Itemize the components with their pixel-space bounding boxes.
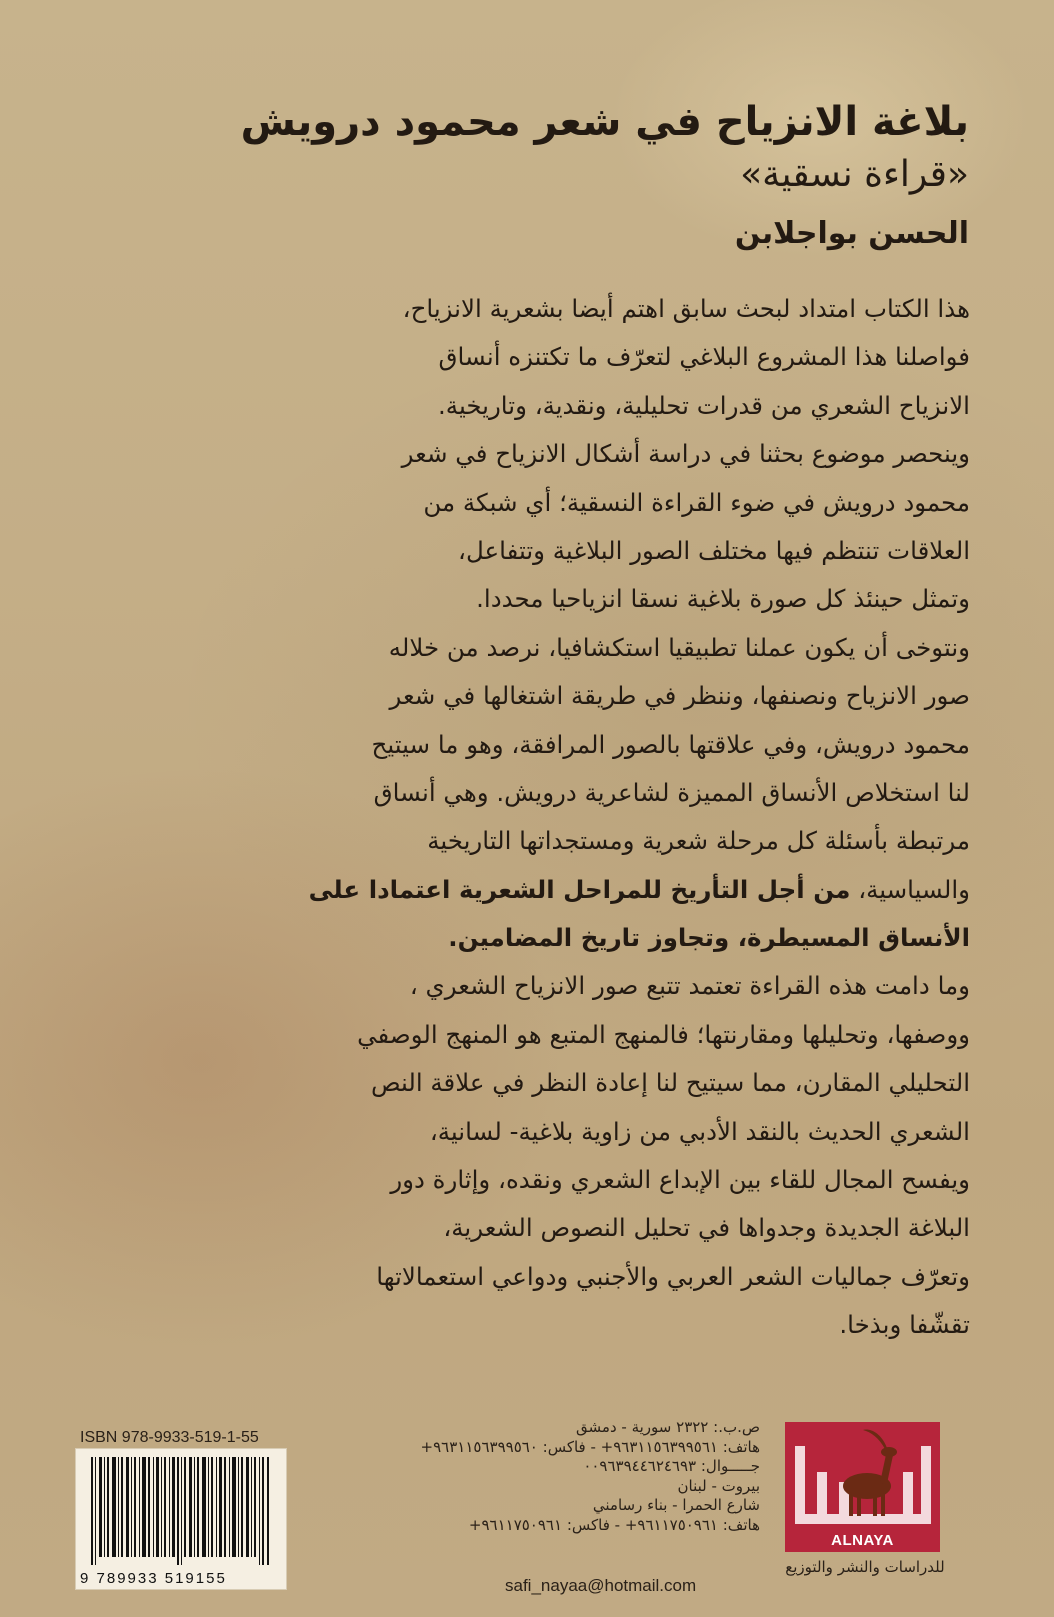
author-name: الحسن بواجلابن (734, 216, 969, 251)
address-line: بيروت - لبنان (677, 1476, 760, 1495)
address-line: هاتف: ٩٦٣١١٥٦٣٩٩٥٦١+ - فاكس: ٩٦٣١١٥٦٣٩٩٥٦٠+ (420, 1437, 760, 1456)
text-line: البلاغة الجديدة وجدواها في تحليل النصوص الشعرية، (443, 1213, 970, 1243)
publisher-address (380, 1418, 760, 1535)
text-line: ووصفها، وتحليلها ومقارنتها؛ فالمنهج المتبع هو المنهج الوصفي (357, 1019, 970, 1049)
text-line-bold: الأنساق المسيطرة، وتجاوز تاريخ المضامين. (448, 923, 970, 953)
text-line: العلاقات تنتظم فيها مختلف الصور البلاغية وتتفاعل، (458, 535, 970, 565)
text-line: لنا استخلاص الأنساق المميزة لشاعرية درويش. وهي أنساق (373, 777, 970, 807)
text-line: مرتبطة بأسئلة كل مرحلة شعرية ومستجداتها التاريخية (427, 826, 970, 856)
book-subtitle: «قراءة نسقية» (740, 154, 969, 195)
text-line: ويفسح المجال للقاء بين الإبداع الشعري ونقده، وإثارة دور (390, 1165, 970, 1195)
blurb-text (308, 285, 970, 1350)
address-line: شارع الحمرا - بناء رسامني (592, 1496, 760, 1514)
text-line: وينحصر موضوع بحثنا في دراسة أشكال الانزياح في شعر (401, 439, 970, 469)
text-line: تقشّفا وبذخا. (839, 1310, 970, 1340)
isbn-label: ISBN 978-9933-519-1-55 (80, 1429, 259, 1446)
text-plain: والسياسية، (850, 874, 970, 904)
text-line (308, 866, 970, 914)
text-line: هذا الكتاب امتداد لبحث سابق اهتم أيضا بشعرية الانزياح، (402, 294, 970, 323)
publisher-tagline: للدراسات والنشر والتوزيع (785, 1558, 945, 1576)
text-line: وتمثل حينئذ كل صورة بلاغية نسقا انزياحيا محددا. (476, 584, 970, 614)
address-line: هاتف: ٩٦١١٧٥٠٩٦١+ - فاكس: ٩٦١١٧٥٠٩٦١+ (468, 1515, 760, 1534)
text-line: الشعري الحديث بالنقد الأدبي من زاوية بلاغية- لسانية، (429, 1116, 970, 1146)
publisher-email: safi_nayaa@hotmail.com (505, 1576, 697, 1595)
text-bold: من أجل التأريخ للمراحل الشعرية اعتمادا على (308, 874, 851, 904)
publisher-logo (785, 1422, 940, 1552)
gazelle-logo-icon (785, 1422, 940, 1534)
paragraph-4 (340, 962, 970, 1349)
text-line: ونتوخى أن يكون عملنا تطبيقيا استكشافيا، نرصد من خلاله (388, 632, 970, 662)
text-line: محمود درويش، وفي علاقتها بالصور المرافقة، وهو ما سيتيح (371, 729, 970, 759)
text-line: محمود درويش في ضوء القراءة النسقية؛ أي شبكة من (423, 487, 970, 517)
address-line: ص.ب.: ٢٣٢٢ سورية - دمشق (576, 1418, 760, 1436)
text-line: الانزياح الشعري من قدرات تحليلية، ونقدية، وتاريخية. (438, 390, 970, 420)
text-line: صور الانزياح ونصنفها، وننظر في طريقة اشتغالها في شعر (389, 681, 970, 711)
barcode-digits: 9 789933 519155 (80, 1570, 227, 1587)
paragraph-2 (340, 430, 970, 624)
text-line: وتعرّف جماليات الشعر العربي والأجنبي ودواعي استعمالاتها (376, 1261, 970, 1291)
logo-text: ALNAYA (831, 1532, 894, 1549)
barcode (75, 1448, 287, 1590)
book-title: بلاغة الانزياح في شعر محمود درويش (240, 99, 969, 145)
paragraph-1 (340, 285, 970, 430)
address-line: جـــــوال: ٠٠٩٦٣٩٤٤٦٢٤٦٩٣ (583, 1457, 760, 1475)
text-line: وما دامت هذه القراءة تعتمد تتبع صور الانزياح الشعري ، (409, 971, 970, 1001)
paragraph-3 (308, 624, 970, 963)
text-line: التحليلي المقارن، مما سيتيح لنا إعادة النظر في علاقة النص (370, 1068, 970, 1098)
barcode-bars-icon (91, 1457, 271, 1565)
text-line: فواصلنا هذا المشروع البلاغي لتعرّف ما تكتنزه أنساق (438, 342, 970, 372)
